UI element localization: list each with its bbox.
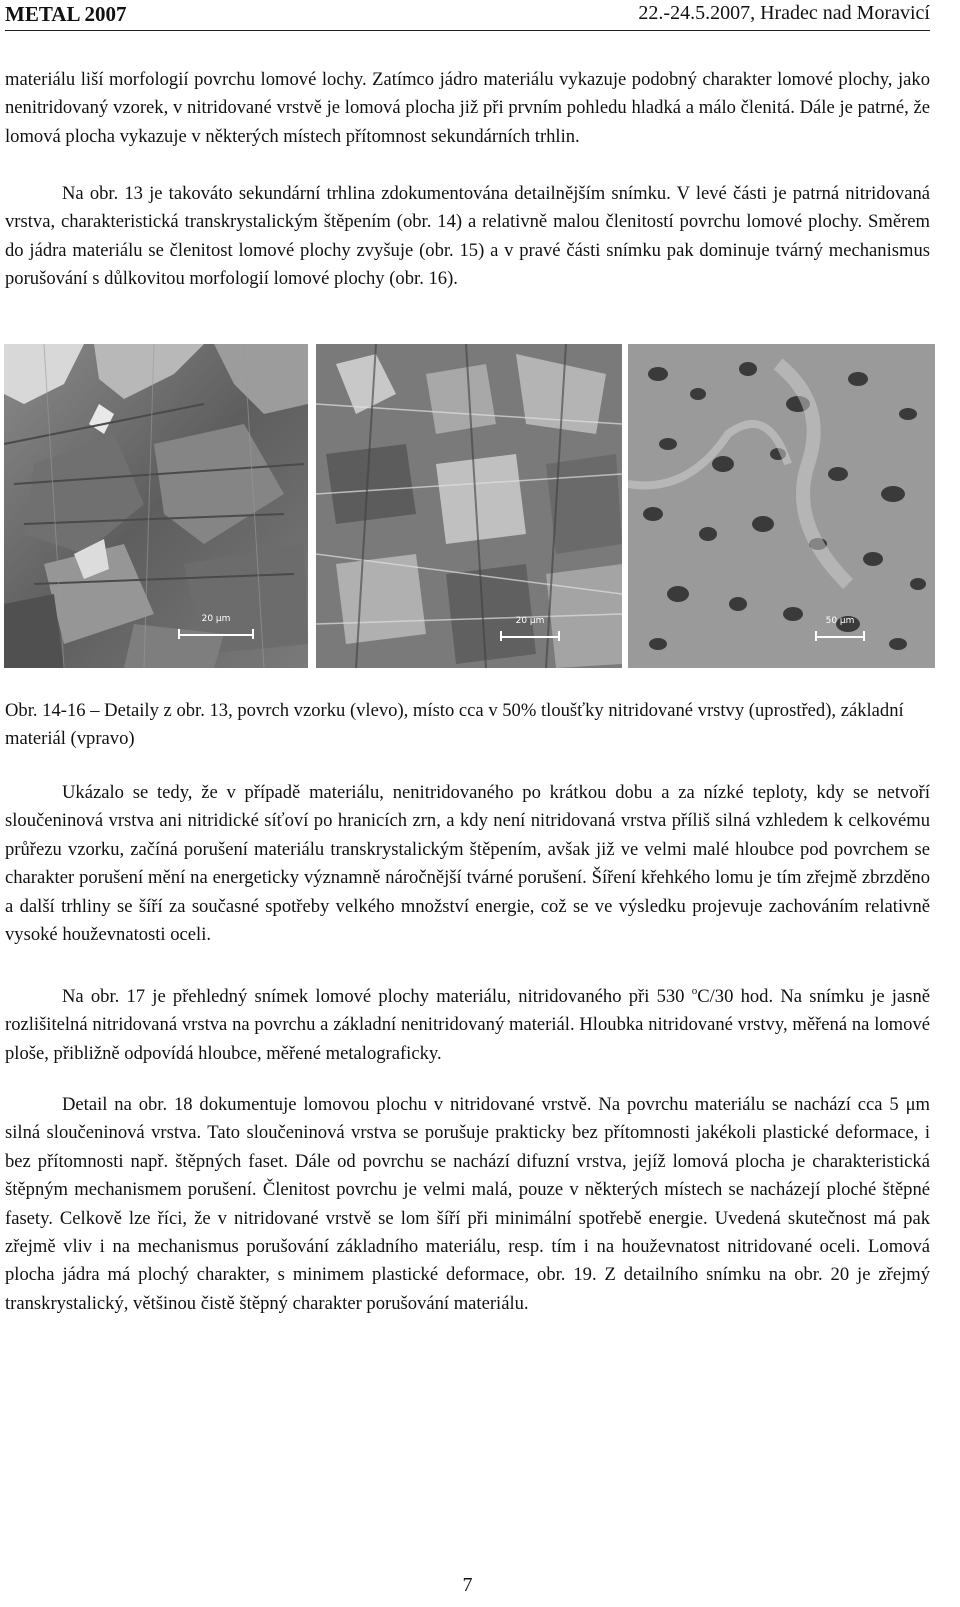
sem-photo-surface	[4, 344, 308, 668]
body-paragraph-1: Ukázalo se tedy, že v případě materiálu, nenitridovaného po krátkou dobu a za nízké teploty, kdy se netvoří sloučeninová vrstva ani nitridické síťoví po hranicích zrn, a kdy není nitridovaná vrstva příliš silná vzhledem k celkovému průřezu vzorku, začíná porušení materiálu transkrystalickým štěpením, avšak již ve velmi malé hloubce pod povrchem se charakter porušení mění na energeticky významně náročnější tvárné porušení. Šíření křehkého lomu je tím zřejmě zbrzděno a další trhliny se šíří za současné spotřeby velkého množství energie, což se ve výsledku projevuje zachováním relativně vysoké houževnatosti oceli.	[5, 782, 930, 946]
conference-date-place: 22.-24.5.2007, Hradec nad Moravicí	[638, 2, 930, 24]
header-rule	[5, 30, 930, 31]
body-paragraph-2-part-a: Na obr. 17 je přehledný snímek lomové plochy materiálu, nitridovaného při 530	[62, 986, 692, 1007]
scale-bar-3	[815, 616, 865, 642]
conference-name: METAL 2007	[5, 2, 127, 26]
scale-label-1: 20 µm	[201, 614, 231, 624]
body-paragraph-2	[5, 977, 930, 1068]
scale-label-3: 50 µm	[825, 616, 855, 626]
scale-bar-1	[178, 614, 254, 640]
second-paragraph: Na obr. 13 je takováto sekundární trhlina zdokumentována detailnějším snímku. V levé části je patrná nitridovaná vrstva, charakteristická transkrystalickým štěpením (obr. 14) a relativně malou členitostí povrchu lomové plochy. Směrem do jádra materiálu se členitost lomové plochy zvyšuje (obr. 15) a v pravé části snímku pak dominuje tvárný mechanismus porušování s důlkovitou morfologií lomové plochy (obr. 16).	[5, 183, 930, 290]
scale-label-2: 20 µm	[515, 616, 545, 626]
body-paragraph-2-part-b: C/30 hod. Na snímku je jasně rozlišitelná nitridovaná vrstva na povrchu a základní nenitridovaný materiál. Hloubka nitridované vrstvy, měřená na lomové ploše, přibližně odpovídá hloubce, měřené metalograficky.	[5, 986, 930, 1064]
sem-photo-mid-layer	[316, 344, 622, 668]
page-number: 7	[462, 1574, 473, 1596]
top-paragraph: materiálu liší morfologií povrchu lomové lochy. Zatímco jádro materiálu vykazuje podobný charakter lomové plochy, jako nenitridovaný vzorek, v nitridované vrstvě je lomová plocha již při prvním pohledu hladká a málo členitá. Dále je patrné, že lomová plocha vykazuje v některých místech přítomnost sekundárních trhlin.	[5, 69, 930, 147]
degree-superscript: o	[691, 985, 698, 997]
scale-bar-2	[500, 616, 560, 642]
sem-photo-base-material	[628, 344, 935, 668]
figure-caption: Obr. 14-16 – Detaily z obr. 13, povrch vzorku (vlevo), místo cca v 50% tloušťky nitridované vrstvy (uprostřed), základní materiál (vpravo)	[5, 700, 904, 750]
figure-14-16-photos	[4, 344, 935, 668]
body-paragraph-3: Detail na obr. 18 dokumentuje lomovou plochu v nitridované vrstvě. Na povrchu materiálu se nachází cca 5 μm silná sloučeninová vrstva. Tato sloučeninová vrstva se porušuje prakticky bez přítomnosti jakékoli plastické deformace, i bez přítomnosti např. štěpných faset. Dále od povrchu se nachází difuzní vrstva, jejíž lomová plocha je charakteristická štěpným mechanismem porušení. Členitost povrchu je velmi malá, pouze v některých místech se nacházejí ploché štěpné fasety. Celkově lze říci, že v nitridované vrstvě se lom šíří při minimální spotřebě energie. Uvedená skutečnost má pak zřejmě vliv i na mechanismus porušování základního materiálu, resp. tím i na houževnatost nitridované oceli. Lomová plocha jádra má plochý charakter, s minimem plastické deformace, obr. 19. Z detailního snímku na obr. 20 je zřejmý transkrystalický, většinou čistě štěpný charakter porušování materiálu.	[5, 1094, 930, 1314]
page-header	[5, 0, 930, 36]
